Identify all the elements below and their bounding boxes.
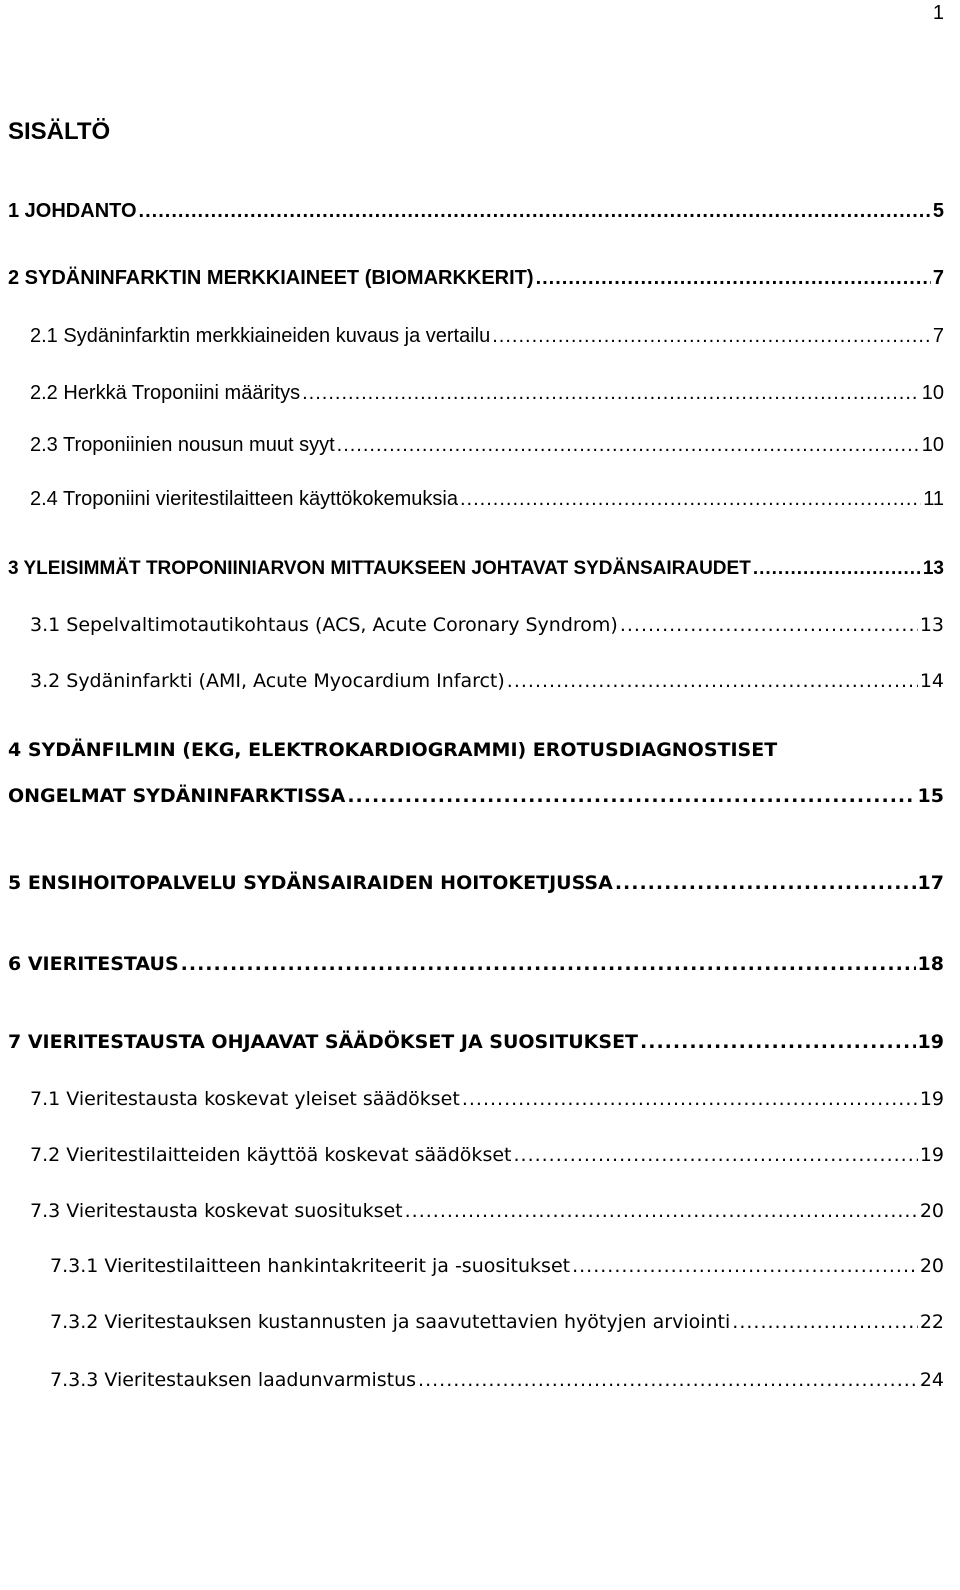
toc-entry-page: 7	[932, 325, 944, 347]
toc-entry-page: 10	[921, 382, 944, 404]
toc-entry-2-3[interactable]	[30, 430, 944, 460]
toc-entry-page: 13	[922, 558, 944, 579]
toc-entry-7-3-3[interactable]	[50, 1365, 944, 1395]
toc-entry-title: 6 VIERITESTAUS	[8, 953, 179, 975]
toc-entry-page: 11	[923, 488, 944, 510]
toc-entry-page: 22	[919, 1311, 944, 1333]
dot-leader	[347, 781, 915, 811]
toc-entry-3-2[interactable]	[30, 666, 944, 696]
toc-entry-page: 19	[917, 1031, 944, 1053]
toc-entry-page: 5	[932, 200, 944, 222]
toc-entry-title: 3.1 Sepelvaltimotautikohtaus (ACS, Acute Coronary Syndrom)	[30, 614, 618, 636]
toc-entry-2-4[interactable]	[30, 484, 944, 514]
toc-entry-page: 14	[919, 670, 944, 692]
toc-entry-page: 24	[919, 1369, 944, 1391]
toc-entry-title: 7.1 Vieritestausta koskevat yleiset säädökset	[30, 1088, 460, 1110]
toc-entry-page: 13	[919, 614, 944, 636]
toc-entry-title: 3.2 Sydäninfarkti (AMI, Acute Myocardium Infarct)	[30, 670, 505, 692]
dot-leader	[492, 321, 931, 351]
dot-leader	[753, 554, 921, 584]
toc-entry-2[interactable]	[8, 263, 944, 293]
toc-entry-title: 7.3 Vieritestausta koskevat suositukset	[30, 1200, 403, 1222]
toc-entry-title: 2.1 Sydäninfarktin merkkiaineiden kuvaus ja vertailu	[30, 325, 491, 347]
toc-entry-2-2[interactable]	[30, 378, 944, 408]
toc-heading: SISÄLTÖ	[8, 118, 111, 145]
toc-entry-page: 19	[919, 1144, 944, 1166]
toc-entry-7-3[interactable]	[30, 1196, 944, 1226]
dot-leader	[337, 430, 920, 460]
dot-leader	[507, 666, 918, 696]
toc-entry-7[interactable]	[8, 1027, 944, 1057]
toc-entry-page: 20	[919, 1255, 944, 1277]
toc-entry-title: 3 YLEISIMMÄT TROPONIINIARVON MITTAUKSEEN JOHTAVAT SYDÄNSAIRAUDET	[8, 558, 751, 579]
toc-entry-7-1[interactable]	[30, 1084, 944, 1114]
dot-leader	[181, 949, 916, 979]
toc-entry-title: 2 SYDÄNINFARKTIN MERKKIAINEET (BIOMARKKERIT)	[8, 267, 534, 289]
toc-entry-page: 15	[917, 785, 944, 807]
toc-entry-3[interactable]	[8, 554, 944, 584]
toc-entry-page: 17	[917, 872, 944, 894]
toc-entry-title: 7 VIERITESTAUSTA OHJAAVAT SÄÄDÖKSET JA SUOSITUKSET	[8, 1031, 639, 1053]
page-number: 1	[932, 2, 944, 24]
dot-leader	[615, 868, 916, 898]
toc-entry-title: 7.3.2 Vieritestauksen kustannusten ja saavutettavien hyötyjen arviointi	[50, 1311, 731, 1333]
dot-leader	[302, 378, 920, 408]
toc-entry-7-2[interactable]	[30, 1140, 944, 1170]
toc-entry-title: 7.2 Vieritestilaitteiden käyttöä koskevat säädökset	[30, 1144, 512, 1166]
toc-entry-6[interactable]	[8, 949, 944, 979]
dot-leader	[405, 1196, 918, 1226]
toc-entry-1[interactable]	[8, 196, 944, 226]
toc-entry-title: 2.3 Troponiinien nousun muut syyt	[30, 434, 335, 456]
toc-entry-title-line1: 4 SYDÄNFILMIN (EKG, ELEKTROKARDIOGRAMMI) EROTUSDIAGNOSTISET	[8, 739, 778, 761]
dot-leader	[620, 610, 918, 640]
dot-leader	[536, 263, 931, 293]
toc-entry-title: 1 JOHDANTO	[8, 200, 137, 222]
dot-leader	[418, 1365, 918, 1395]
toc-entry-title: 2.2 Herkkä Troponiini määritys	[30, 382, 301, 404]
dot-leader	[139, 196, 931, 226]
dot-leader	[513, 1140, 917, 1170]
dot-leader	[732, 1307, 918, 1337]
toc-entry-page: 10	[921, 434, 944, 456]
toc-entry-3-1[interactable]	[30, 610, 944, 640]
toc-entry-7-3-2[interactable]	[50, 1307, 944, 1337]
toc-entry-page: 18	[917, 953, 944, 975]
toc-entry-page: 19	[919, 1088, 944, 1110]
toc-entry-title: 2.4 Troponiini vieritestilaitteen käyttökokemuksia	[30, 488, 458, 510]
toc-entry-title: 5 ENSIHOITOPALVELU SYDÄNSAIRAIDEN HOITOKETJUSSA	[8, 872, 613, 894]
toc-entry-5[interactable]	[8, 868, 944, 898]
dot-leader	[460, 484, 921, 514]
dot-leader	[462, 1084, 918, 1114]
toc-entry-title-line2: ONGELMAT SYDÄNINFARKTISSA	[8, 785, 346, 807]
dot-leader	[572, 1251, 918, 1281]
toc-entry-title: 7.3.3 Vieritestauksen laadunvarmistus	[50, 1369, 417, 1391]
toc-entry-page: 7	[932, 267, 944, 289]
toc-entry-7-3-1[interactable]	[50, 1251, 944, 1281]
toc-entry-page: 20	[919, 1200, 944, 1222]
dot-leader	[640, 1027, 916, 1057]
toc-entry-title: 7.3.1 Vieritestilaitteen hankintakriteerit ja -suositukset	[50, 1255, 571, 1277]
toc-entry-4[interactable]	[8, 735, 944, 811]
toc-entry-2-1[interactable]	[30, 321, 944, 351]
